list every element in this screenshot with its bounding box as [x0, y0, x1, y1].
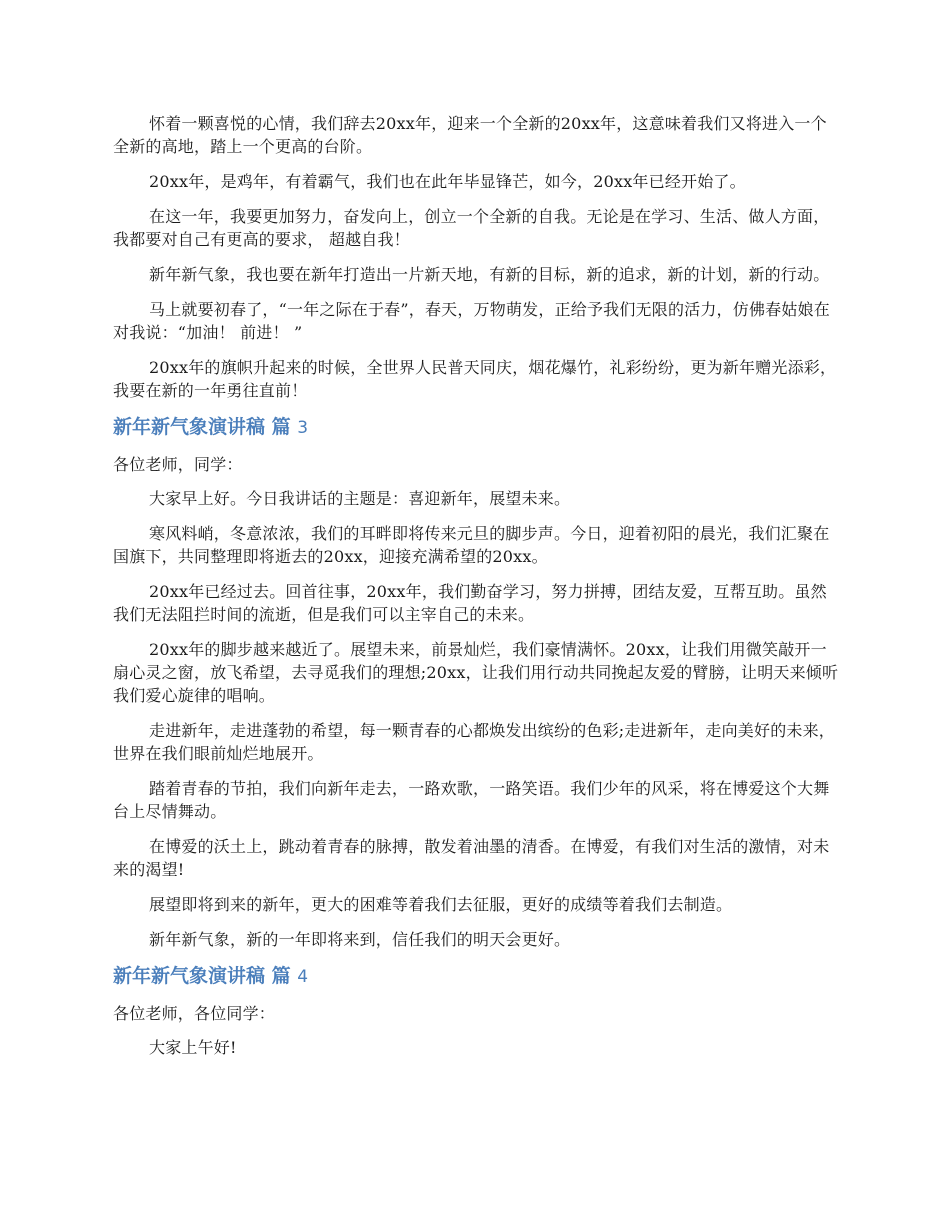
paragraph: 寒风料峭，冬意浓浓，我们的耳畔即将传来元旦的脚步声。今日，迎着初阳的晨光，我们汇聚在国旗下，共同整理即将逝去的20xx，迎接充满希望的20xx。: [113, 524, 830, 566]
paragraph: 大家上午好!: [149, 1038, 237, 1057]
salutation: 各位老师，各位同学：: [113, 1004, 276, 1023]
paragraph: 新年新气象，新的一年即将来到，信任我们的明天会更好。: [149, 930, 571, 949]
paragraph: 怀着一颗喜悦的心情，我们辞去20xx年，迎来一个全新的20xx年，这意味着我们又将进入一个全新的高地，踏上一个更高的台阶。: [113, 114, 827, 156]
section-title: 新年新气象演讲稿 篇: [113, 965, 291, 987]
section-heading-4: [113, 963, 840, 990]
paragraph: 大家早上好。今日我讲话的主题是：喜迎新年，展望未来。: [149, 489, 571, 508]
paragraph: 走进新年，走进蓬勃的希望，每一颗青春的心都焕发出缤纷的色彩;走进新年，走向美好的未来，世界在我们眼前灿烂地展开。: [113, 721, 835, 763]
paragraph: 20xx年的旗帜升起来的时候，全世界人民普天同庆，烟花爆竹，礼彩纷纷，更为新年赠光添彩，我要在新的一年勇往直前！: [113, 358, 837, 400]
paragraph: 展望即将到来的新年，更大的困难等着我们去征服，更好的成绩等着我们去制造。: [149, 895, 733, 914]
paragraph: 20xx年已经过去。回首往事，20xx年，我们勤奋学习，努力拼搏，团结友爱，互帮互助。虽然我们无法阻拦时间的流逝，但是我们可以主宰自己的未来。: [113, 582, 827, 624]
section-number: 4: [297, 967, 309, 987]
document-page: [113, 112, 840, 1071]
paragraph: 20xx年，是鸡年，有着霸气，我们也在此年毕显锋芒，如今，20xx年已经开始了。: [149, 172, 746, 191]
section-heading-3: [113, 414, 840, 441]
paragraph: 在这一年，我要更加努力，奋发向上，创立一个全新的自我。无论是在学习、生活、做人方面，我都要对自己有更高的要求， 超越自我！: [113, 207, 830, 249]
section-number: 3: [297, 418, 309, 438]
paragraph: 马上就要初春了，“一年之际在于春”，春天，万物萌发，正给予我们无限的活力，仿佛春姑娘在对我说：“加油！ 前进！ ”: [113, 300, 830, 342]
paragraph: 20xx年的脚步越来越近了。展望未来，前景灿烂，我们豪情满怀。20xx，让我们用微笑敲开一扇心灵之窗，放飞希望，去寻觅我们的理想;20xx，让我们用行动共同挽起友爱的臂膀，让明天来倾听我们爱心旋律的唱响。: [113, 640, 839, 705]
section-title: 新年新气象演讲稿 篇: [113, 416, 291, 438]
paragraph: 踏着青春的节拍，我们向新年走去，一路欢歌，一路笑语。我们少年的风采，将在博爱这个大舞台上尽情舞动。: [113, 779, 830, 821]
paragraph: 新年新气象，我也要在新年打造出一片新天地，有新的目标，新的追求，新的计划，新的行动。: [149, 265, 830, 284]
salutation: 各位老师，同学：: [113, 455, 243, 474]
paragraph: 在博爱的沃土上，跳动着青春的脉搏，散发着油墨的清香。在博爱，有我们对生活的激情，对未来的渴望!: [113, 837, 830, 879]
